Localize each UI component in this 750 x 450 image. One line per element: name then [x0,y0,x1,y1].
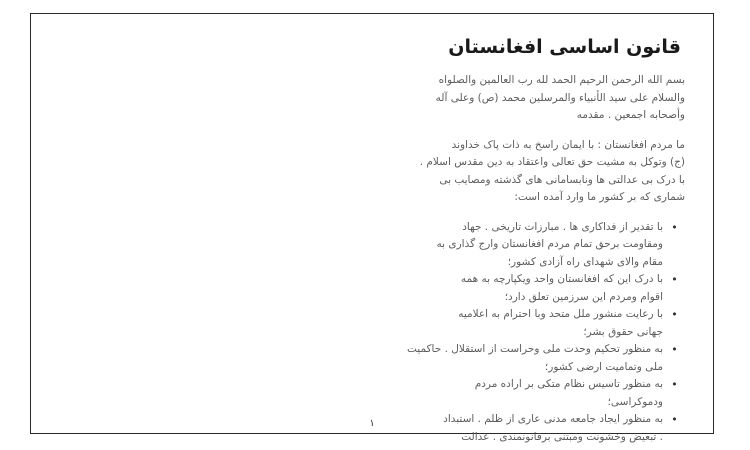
page-number: ۱ [369,418,375,429]
page-title: قانون اساسی افغانستان [448,36,681,58]
points-list [59,219,685,447]
preamble-paragraph [59,137,685,207]
list-item-line: با تقدیر از فداکاری ها . مبارزات تاریخی . جهاد [462,220,663,233]
bullet-icon: • [671,273,679,286]
preamble-line: ما مردم افغانستان : با ایمان راسخ به ذات پاک خداوند [451,138,685,151]
list-item-line: مقام والای شهدای راه آزادی کشور؛ [507,255,663,268]
list-item-line: اقوام ومردم این سرزمین تعلق دارد؛ [504,290,663,303]
list-item [59,219,679,272]
list-item [59,306,679,341]
intro-paragraph [59,72,685,125]
list-item-line: جهانی حقوق بشر؛ [583,325,663,338]
bullet-icon: • [671,220,679,234]
list-item-line: به منظور ایجاد جامعه مدنی عاری از ظلم . استبداد [443,413,663,425]
list-item [59,271,679,306]
intro-line: والسلام علی سید الأنبیاء والمرسلین محمد (ص) وعلی آله [435,91,685,104]
document-page [30,13,714,443]
intro-line: وأصحابه اجمعین . مقدمه [576,109,685,121]
list-item-line: به منظور تاسیس نظام متکی بر اراده مردم [474,378,663,390]
list-item [59,376,679,411]
bullet-icon: • [671,378,679,391]
list-item-line: ملی وتمامیت ارضی کشور؛ [544,360,663,373]
list-item-line: . تبعیض وخشونت ومبتنی برقانونمندی . عدالت [461,430,663,443]
list-item-line: ومقاومت برحق تمام مردم افغانستان وارج گذاری به [436,238,663,250]
list-item [59,341,679,376]
bullet-icon: • [671,413,679,426]
intro-line: بسم الله الرحمن الرحیم الحمد لله رب العالمین والصلواه [438,74,685,86]
list-item-line: با درک این که افغانستان واحد ویکپارچه به همه [460,273,663,285]
preamble-line: شماری که بر کشور ما وارد آمده است: [514,191,685,203]
list-item-line: ودموکراسی؛ [607,395,663,408]
bullet-icon: • [671,308,679,321]
list-item-line: به منظور تحکیم وحدت ملی وحراست از استقلال . حاکمیت [407,343,663,355]
preamble-line: (ج) وتوکل به مشیت حق تعالی واعتقاد به دین مقدس اسلام . [419,156,685,168]
page-content [59,36,685,446]
preamble-line: با درک بی عدالتی ها ونابسامانی های گذشته ومصایب بی [439,173,685,186]
bullet-icon: • [671,343,679,356]
list-item-line: با رعایت منشور ملل متحد وبا احترام به اعلامیه [458,308,663,320]
